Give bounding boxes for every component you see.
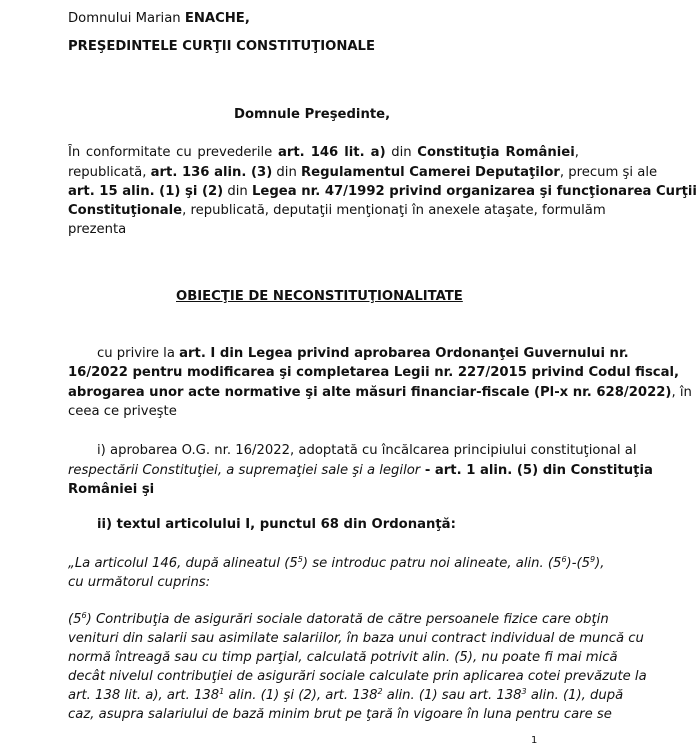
objection-heading: OBIECŢIE DE NECONSTITUŢIONALITATE (176, 289, 463, 304)
quote-intro-line-2: cu următorul cuprins: (68, 575, 211, 590)
object-line-3: abrogarea unor acte normative şi alte măsuri financiar-fiscale (Pl-x nr. 628/2022), în (68, 385, 692, 400)
addressee-name: Domnului Marian ENACHE, (68, 11, 250, 26)
intro-line-4: Constituţionale, republicată, deputaţii menţionaţi în anexele ataşate, formulăm (68, 203, 606, 218)
point-i-line-1: i) aprobarea O.G. nr. 16/2022, adoptată cu încălcarea principiului constituţional al (97, 443, 637, 458)
object-line-2: 16/2022 pentru modificarea şi completarea Legii nr. 227/2015 privind Codul fiscal, (68, 365, 680, 380)
intro-line-5: prezenta (68, 222, 127, 237)
quote-para-line-2: venituri din salarii sau asimilate salariilor, în baza unui contract individual de muncă cu (68, 631, 644, 646)
quote-para-line-3: normă întreagă sau cu timp parţial, calculată potrivit alin. (5), nu poate fi mai mică (68, 650, 618, 665)
intro-line-3: art. 15 alin. (1) şi (2) din Legea nr. 47/1992 privind organizarea şi funcţionarea Curţii (68, 184, 697, 199)
salutation: Domnule Preşedinte, (234, 107, 391, 122)
object-line-4: ceea ce priveşte (68, 404, 177, 419)
point-i-line-3: României şi (68, 482, 155, 497)
quote-para-line-5: art. 138 lit. a), art. $138^1$ alin. (1) şi (2), art. $138^2$ alin. (1) sau art. $138^3$ alin. (1), după (68, 687, 624, 703)
quote-para-line-4: decât nivelul contribuţiei de asigurări sociale calculate prin aplicarea cotei prevăzute la (68, 669, 647, 684)
object-line-1: cu privire la art. I din Legea privind aprobarea Ordonanţei Guvernului nr. (97, 346, 629, 361)
point-i-line-2: respectării Constituţiei, a supremaţiei sale şi a legilor - art. 1 alin. (5) din Constituţia (68, 463, 653, 478)
addressee-title: PREŞEDINTELE CURŢII CONSTITUŢIONALE (68, 39, 375, 54)
intro-line-2: republicată, art. 136 alin. (3) din Regulamentul Camerei Deputaţilor, precum şi ale (68, 165, 658, 180)
point-ii: ii) textul articolului I, punctul 68 din Ordonanţă: (97, 517, 456, 532)
page-number: 1 (531, 735, 538, 746)
quote-para-line-1: $(5^6)$ Contribuţia de asigurări sociale datorată de către persoanele fizice care obţin (68, 611, 609, 627)
intro-line-1: Ȋn conformitate cu prevederile art. 146 lit. a) din Constituţia României, (68, 145, 579, 160)
quote-para-line-6: caz, asupra salariului de bază minim brut pe ţară în vigoare în luna pentru care se (68, 707, 612, 722)
quote-intro-line-1: „La articolul 146, după alineatul $(5^5)$ se introduc patru noi alineate, alin. $(5^6)-(5^9)$, (68, 555, 605, 571)
